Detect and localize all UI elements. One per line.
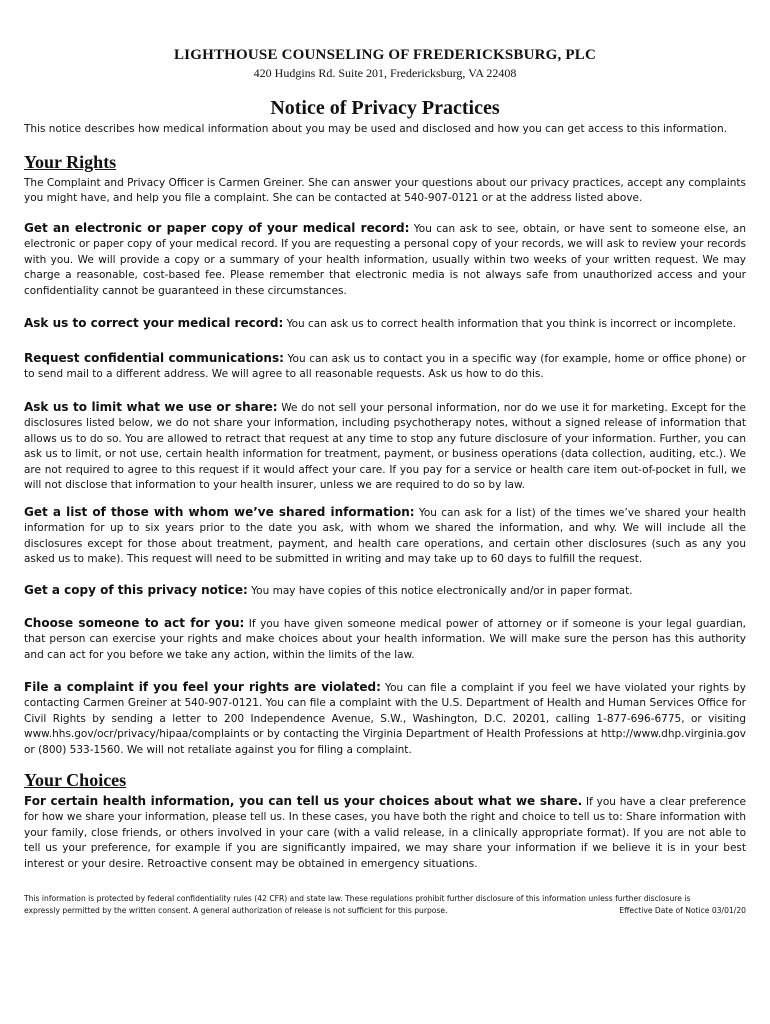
effective-date: Effective Date of Notice 03/01/20 — [619, 906, 746, 915]
right-text: You can ask us to contact you in a specific way (for example, home or office phone) or to send mail to a different address. We will agree to all reasonable requests. Ask us how to do this. — [24, 353, 746, 381]
right-heading: Choose someone to act for you: — [24, 616, 245, 630]
privacy-officer-paragraph: The Complaint and Privacy Officer is Carmen Greiner. She can answer your questions about our privacy practices, accept any complaints you might have, and help you file a complaint. She can be contacted at 540-907-0121 or at the address listed above. — [24, 177, 746, 205]
right-text: You can ask for a list) of the times we’ve shared your health information for up to six years prior to the date you ask, with whom we shared the information, and why. We will include all the disclosures except for those about treatment, payment, and health care operations, and certain other disclosures (such as any you asked us to make). This request will need to be submitted in writing and may take up to 60 days to fulfill the request. — [24, 507, 747, 566]
footer-line-1: This information is protected by federal confidentiality rules (42 CFR) and state law. These regulations prohibit further disclosure of this information unless further disclosure is — [24, 894, 691, 903]
right-limit-use-share — [24, 400, 746, 493]
right-heading: Get a copy of this privacy notice: — [24, 583, 248, 597]
right-text: We do not sell your personal information, nor do we use it for marketing. Except for the disclosures listed below, we do not share your information, including psychotherapy notes, without a signed release of information that allows us to do so. You are allowed to retract that request at any time to stop any future disclosure of your information. Further, you can ask us to limit, or not use, certain health information for treatment, payment, or business operations (data collection, auditing, etc.). We are not required to agree to this request if it would affect your care. If you pay for a service or health care item out-of-pocket in full, we will not disclose that information to your health insurer, unless we are required to do so by law. — [24, 402, 746, 492]
right-heading: Ask us to correct your medical record: — [24, 316, 284, 330]
right-text: If you have given someone medical power of attorney or if someone is your legal guardian, that person can exercise your rights and make choices about your health information. We will make sure the person has this authority and can act for you before we take any action, within the limits of the law. — [24, 618, 746, 661]
right-medical-record-copy — [24, 221, 746, 299]
right-heading: Request confidential communications: — [24, 351, 284, 365]
choices-text: If you have a clear preference for how we share your information, please tell us. In these cases, you have both the right and choice to tell us to: Share information with your family, close friends, or others involved in your care (with a valid release, in a clinically appropriate format). If you are not able to tell us your preference, for example if you are significantly impaired, we may share your information if we believe it is in your best interest or your desire. Retroactive consent may be obtained in emergency situations. — [24, 796, 747, 870]
your-choices-heading: Your Choices — [24, 770, 127, 790]
right-text: You can ask to see, obtain, or have sent to someone else, an electronic or paper copy of your medical record. If you are requesting a personal copy of your records, we will ask to review your records with you. We will provide a copy or a summary of your health information, usually within two weeks of your written request. We may charge a reasonable, cost-based fee. Please remember that electronic media is not always safe from unauthorized access and your confidentiality cannot be guaranteed in these circumstances. — [24, 223, 746, 297]
your-rights-heading: Your Rights — [24, 152, 117, 172]
right-correct-record — [24, 316, 746, 332]
right-choose-representative — [24, 616, 746, 663]
right-file-complaint — [24, 680, 746, 758]
right-text: You can file a complaint if you feel we have violated your rights by contacting Carmen Greiner at 540-907-0121. You can file a complaint with the U.S. Department of Health and Human Services Office for Civil Rights by sending a letter to 200 Independence Avenue, S.W., Washington, D.C. 20201, calling 1-877-696-6775, or visiting www.hhs.gov/ocr/privacy/hipaa/complaints or by contacting the Virginia Department of Health Professions at http://www.dhp.virginia.gov or (800) 533-1560. We will not retaliate against you for filing a complaint. — [24, 682, 746, 756]
organization-name: LIGHTHOUSE COUNSELING OF FREDERICKSBURG, PLC — [173, 47, 597, 63]
right-heading: File a complaint if you feel your rights are violated: — [24, 680, 381, 694]
right-list-of-disclosures — [24, 505, 746, 568]
intro-statement: This notice describes how medical information about you may be used and disclosed and how you can get access to this information. — [24, 123, 727, 135]
right-heading: Ask us to limit what we use or share: — [24, 400, 278, 414]
right-text: You may have copies of this notice electronically and/or in paper format. — [247, 585, 633, 597]
right-copy-of-notice — [24, 583, 746, 599]
right-confidential-communications — [24, 351, 746, 383]
footer-row — [24, 905, 746, 917]
choices-lead: For certain health information, you can tell us your choices about what we share. — [24, 794, 583, 808]
right-heading: Get an electronic or paper copy of your medical record: — [24, 221, 410, 235]
choices-paragraph — [24, 794, 746, 872]
confidentiality-footer — [24, 893, 746, 917]
right-text: You can ask us to correct health information that you think is incorrect or incomplete. — [283, 318, 736, 330]
organization-address: 420 Hudgins Rd. Suite 201, Fredericksburg, VA 22408 — [253, 66, 517, 80]
document-title: Notice of Privacy Practices — [270, 97, 500, 119]
footer-line-2: expressly permitted by the written consent. A general authorization of release is not sufficient for this purpose. — [24, 906, 448, 915]
right-heading: Get a list of those with whom we’ve shared information: — [24, 505, 415, 519]
